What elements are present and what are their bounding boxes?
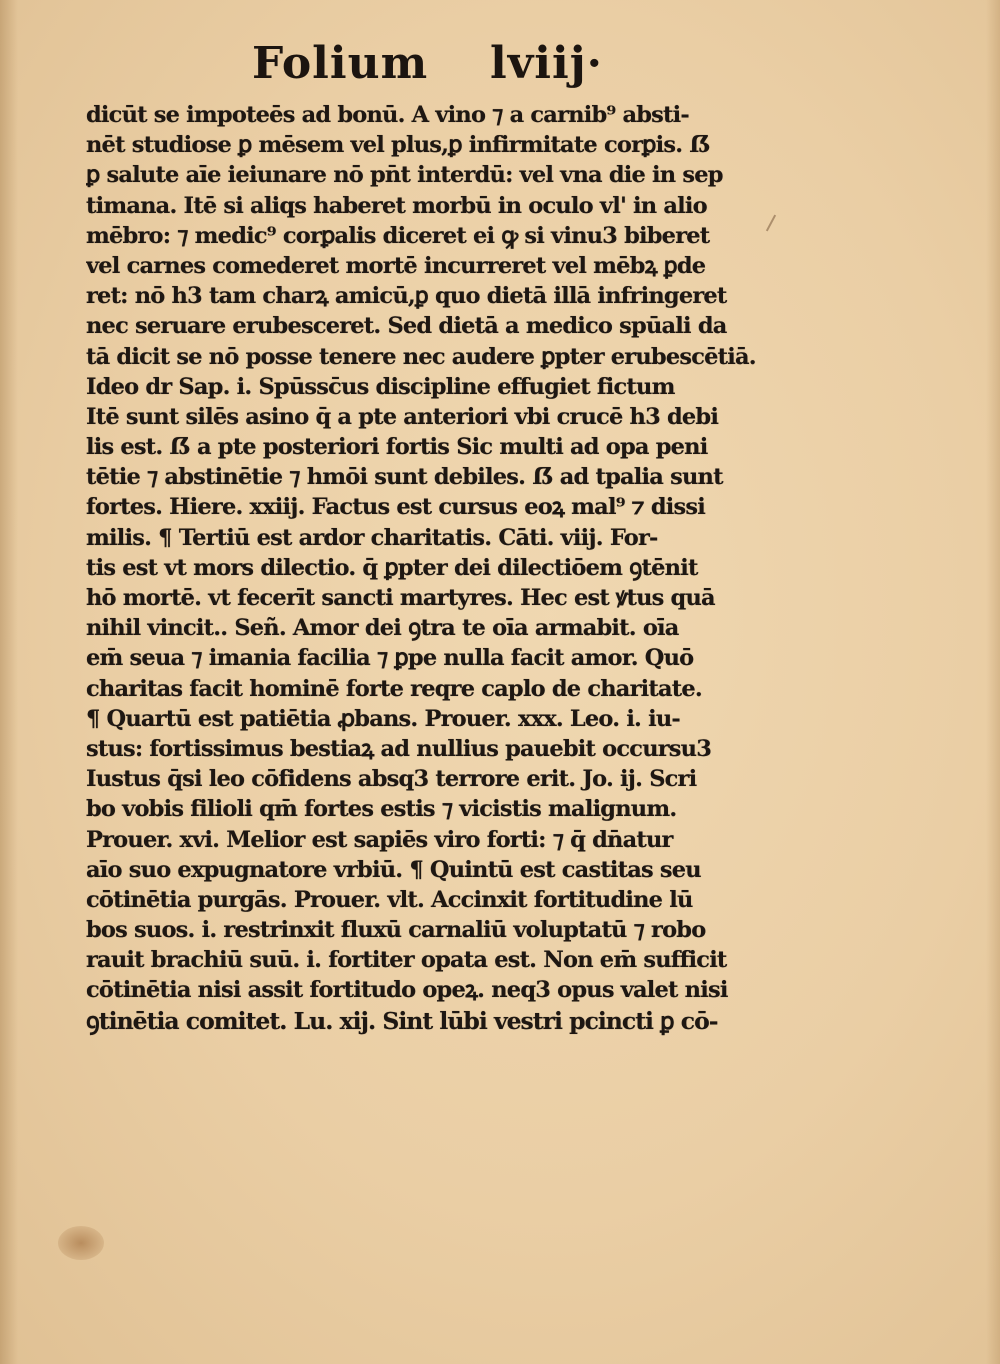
paper-stain: [58, 1226, 104, 1260]
text-line: Ideo dr Sap. i. Spūssc̄us discipline effugiet fictum: [86, 373, 675, 400]
text-line: bo vobis filioli qm̄ fortes estis ⁊ vicistis malignum.: [86, 796, 677, 823]
text-line: nec seruare erubesceret. Sed dietā a medico spūali da: [86, 313, 727, 340]
text-line: milis. ¶ Tertiū est ardor charitatis. Cāti. viij. For‑: [86, 524, 658, 551]
text-line: tētie ⁊ abstinētie ⁊ hmōi sunt debiles. ẞ ad tpalia sunt: [86, 464, 723, 491]
text-line: tā dicit se nō posse tenere nec audere ꝑpter erubescētiā.: [86, 343, 756, 370]
text-line: hō mortē. vt fecerīt sancti martyres. Hec est ꝟtus quā: [86, 585, 715, 611]
text-line: aīo suo expugnatore vrbiū. ¶ Quintū est castitas seu: [86, 856, 701, 883]
text-line: fortes. Hiere. xxiij. Factus est cursus eoꝝ mal⁹ ⁊ dissi: [86, 494, 706, 521]
text-line: cōtinētia purgās. Prouer. vlt. Accinxit fortitudine lū: [86, 886, 693, 913]
text-line: stus: fortissimus bestiaꝝ ad nullius pauebit occursu3: [86, 735, 712, 762]
text-line: charitas facit hominē forte reqre caplo de charitate.: [86, 675, 702, 702]
running-title: Folium: [252, 38, 429, 89]
text-line: cōtinētia nisi assit fortitudo opeꝝ. neq3 opus valet nisi: [86, 977, 728, 1004]
text-line: ꝑ salute aīe ieiunare nō pn̄t interdū: vel vna die in sep: [86, 162, 723, 189]
text-line: nēt studiose ꝑ mēsem vel plus,ꝑ infirmitate corꝑis. ẞ: [86, 132, 710, 159]
text-line: timana. Itē si aliqs haberet morbū in oculo vl' in alio: [86, 192, 707, 219]
text-line: vel carnes comederet mortē incurreret vel mēbꝝ ꝑde: [86, 252, 706, 279]
text-block: [86, 100, 774, 1036]
page-header: [252, 38, 612, 98]
text-line: Iustus q̄si leo cōfidens absq3 terrore erit. Jo. ij. Scri: [86, 766, 697, 793]
text-line: nihil vincit.. Señ. Amor dei ꝯtra te oīa armabit. oīa: [86, 615, 679, 642]
text-line: lis est. ẞ a pte posteriori fortis Sic multi ad opa peni: [86, 434, 708, 461]
folio-number: lviij·: [490, 38, 603, 89]
text-line: rauit brachiū suū. i. fortiter opata est. Non em̄ sufficit: [86, 947, 727, 974]
text-line: em̄ seua ⁊ imania facilia ⁊ ꝑpe nulla facit amor. Quō: [86, 645, 694, 672]
text-line: ret: nō h3 tam charꝝ amicū,ꝑ quo dietā illā infringeret: [86, 283, 727, 310]
text-line: dicūt se impoteēs ad bonū. A vino ⁊ a carnib⁹ absti‑: [86, 102, 689, 128]
text-line: bos suos. i. restrinxit fluxū carnaliū voluptatū ⁊ robo: [86, 917, 706, 944]
text-line: Itē sunt silēs asino q̄ a pte anteriori vbi crucē h3 debi: [86, 403, 719, 430]
text-line: ¶ Quartū est patiētia ꝓbans. Prouer. xxx. Leo. i. iu‑: [86, 705, 680, 732]
text-line: tis est vt mors dilectio. q̄ ꝑpter dei dilectiōem ꝯtēnit: [86, 554, 698, 581]
text-line: ꝯtinētia comitet. Lu. xij. Sint lūbi vestri pcincti ꝑ cō‑: [86, 1006, 718, 1035]
text-line: mēbro: ⁊ medic⁹ corꝑalis diceret ei ꝙ si vinu3 biberet: [86, 222, 710, 249]
text-line: Prouer. xvi. Melior est sapiēs viro forti: ⁊ q̄ dn̄atur: [86, 826, 673, 853]
